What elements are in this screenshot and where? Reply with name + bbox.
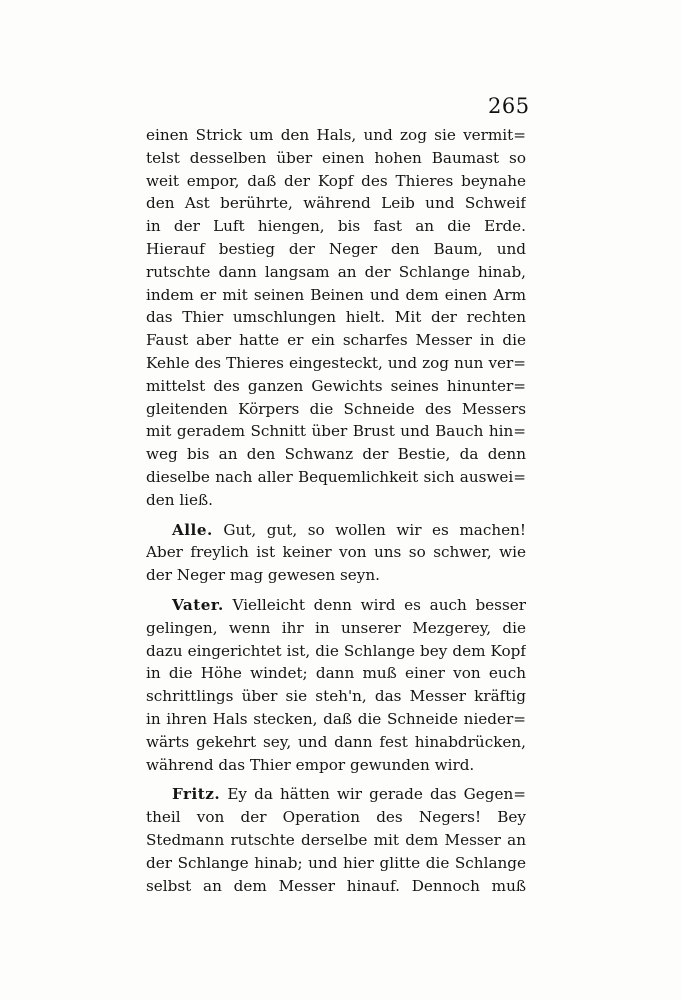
text-line: in der Luft hiengen, bis fast an die Erde.: [146, 217, 526, 236]
text-line: [146, 594, 526, 617]
text-line: Faust aber hatte er ein scharfes Messer in die: [146, 331, 526, 350]
text-line: mit geradem Schnitt über Brust und Bauch hin=: [146, 422, 526, 441]
text-line: mittelst des ganzen Gewichts seines hinunter=: [146, 376, 526, 395]
text-line: gleitenden Körpers die Schneide des Messers: [146, 399, 526, 418]
text-line: Stedmann rutschte derselbe mit dem Messer an: [146, 830, 526, 849]
text-line: theil von der Operation des Negers! Bey: [146, 808, 526, 827]
text-line-content: Gut, gut, so wollen wir es machen!: [223, 520, 526, 539]
text-line: telst desselben über einen hohen Baumast so: [146, 148, 526, 167]
text-line: [146, 519, 526, 542]
text-line: schrittlings über sie steh'n, das Messer kräftig: [146, 687, 526, 706]
paragraph-narrative: [146, 124, 526, 512]
speaker-label: Vater.: [172, 595, 224, 614]
text-line: dazu eingerichtet ist, die Schlange bey dem Kopf: [146, 641, 526, 660]
text-line: das Thier umschlungen hielt. Mit der rechten: [146, 308, 526, 327]
paragraph-alle: [146, 519, 526, 587]
paragraph-fritz: [146, 783, 526, 897]
text-line: Kehle des Thieres eingesteckt, und zog nun ver=: [146, 353, 526, 372]
text-line: einen Strick um den Hals, und zog sie vermit=: [146, 126, 526, 144]
text-line: rutschte dann langsam an der Schlange hinab,: [146, 262, 526, 281]
paragraph-vater: [146, 594, 526, 776]
text-line: [146, 783, 526, 806]
text-line: während das Thier empor gewunden wird.: [146, 755, 475, 774]
text-line: den Ast berührte, während Leib und Schweif: [146, 194, 526, 213]
text-line: dieselbe nach aller Bequemlichkeit sich auswei=: [146, 467, 526, 486]
text-line: weit empor, daß der Kopf des Thieres beynahe: [146, 171, 526, 190]
text-line-content: Ey da hätten wir gerade das Gegen=: [227, 785, 526, 804]
text-line: der Schlange hinab; und hier glitte die Schlange: [146, 853, 526, 872]
text-line: in die Höhe windet; dann muß einer von euch: [146, 664, 526, 683]
body-text: [146, 124, 526, 897]
text-line: wärts gekehrt sey, und dann fest hinabdrücken,: [146, 732, 526, 751]
text-line-content: Vielleicht denn wird es auch besser: [232, 595, 526, 614]
text-line: weg bis an den Schwanz der Bestie, da denn: [146, 445, 526, 464]
text-line: in ihren Hals stecken, daß die Schneide nieder=: [146, 709, 526, 728]
text-line: den ließ.: [146, 490, 213, 509]
page-number: 265: [488, 94, 530, 118]
speaker-label: Alle.: [172, 520, 213, 539]
text-line: der Neger mag gewesen seyn.: [146, 566, 380, 585]
text-line: Hierauf bestieg der Neger den Baum, und: [146, 239, 526, 258]
speaker-label: Fritz.: [172, 785, 221, 804]
text-line: Aber freylich ist keiner von uns so schwer, wie: [146, 543, 526, 562]
text-line: indem er mit seinen Beinen und dem einen Arm: [146, 285, 526, 304]
text-line: gelingen, wenn ihr in unserer Mezgerey, die: [146, 618, 526, 637]
text-line: selbst an dem Messer hinauf. Dennoch muß: [146, 876, 526, 895]
